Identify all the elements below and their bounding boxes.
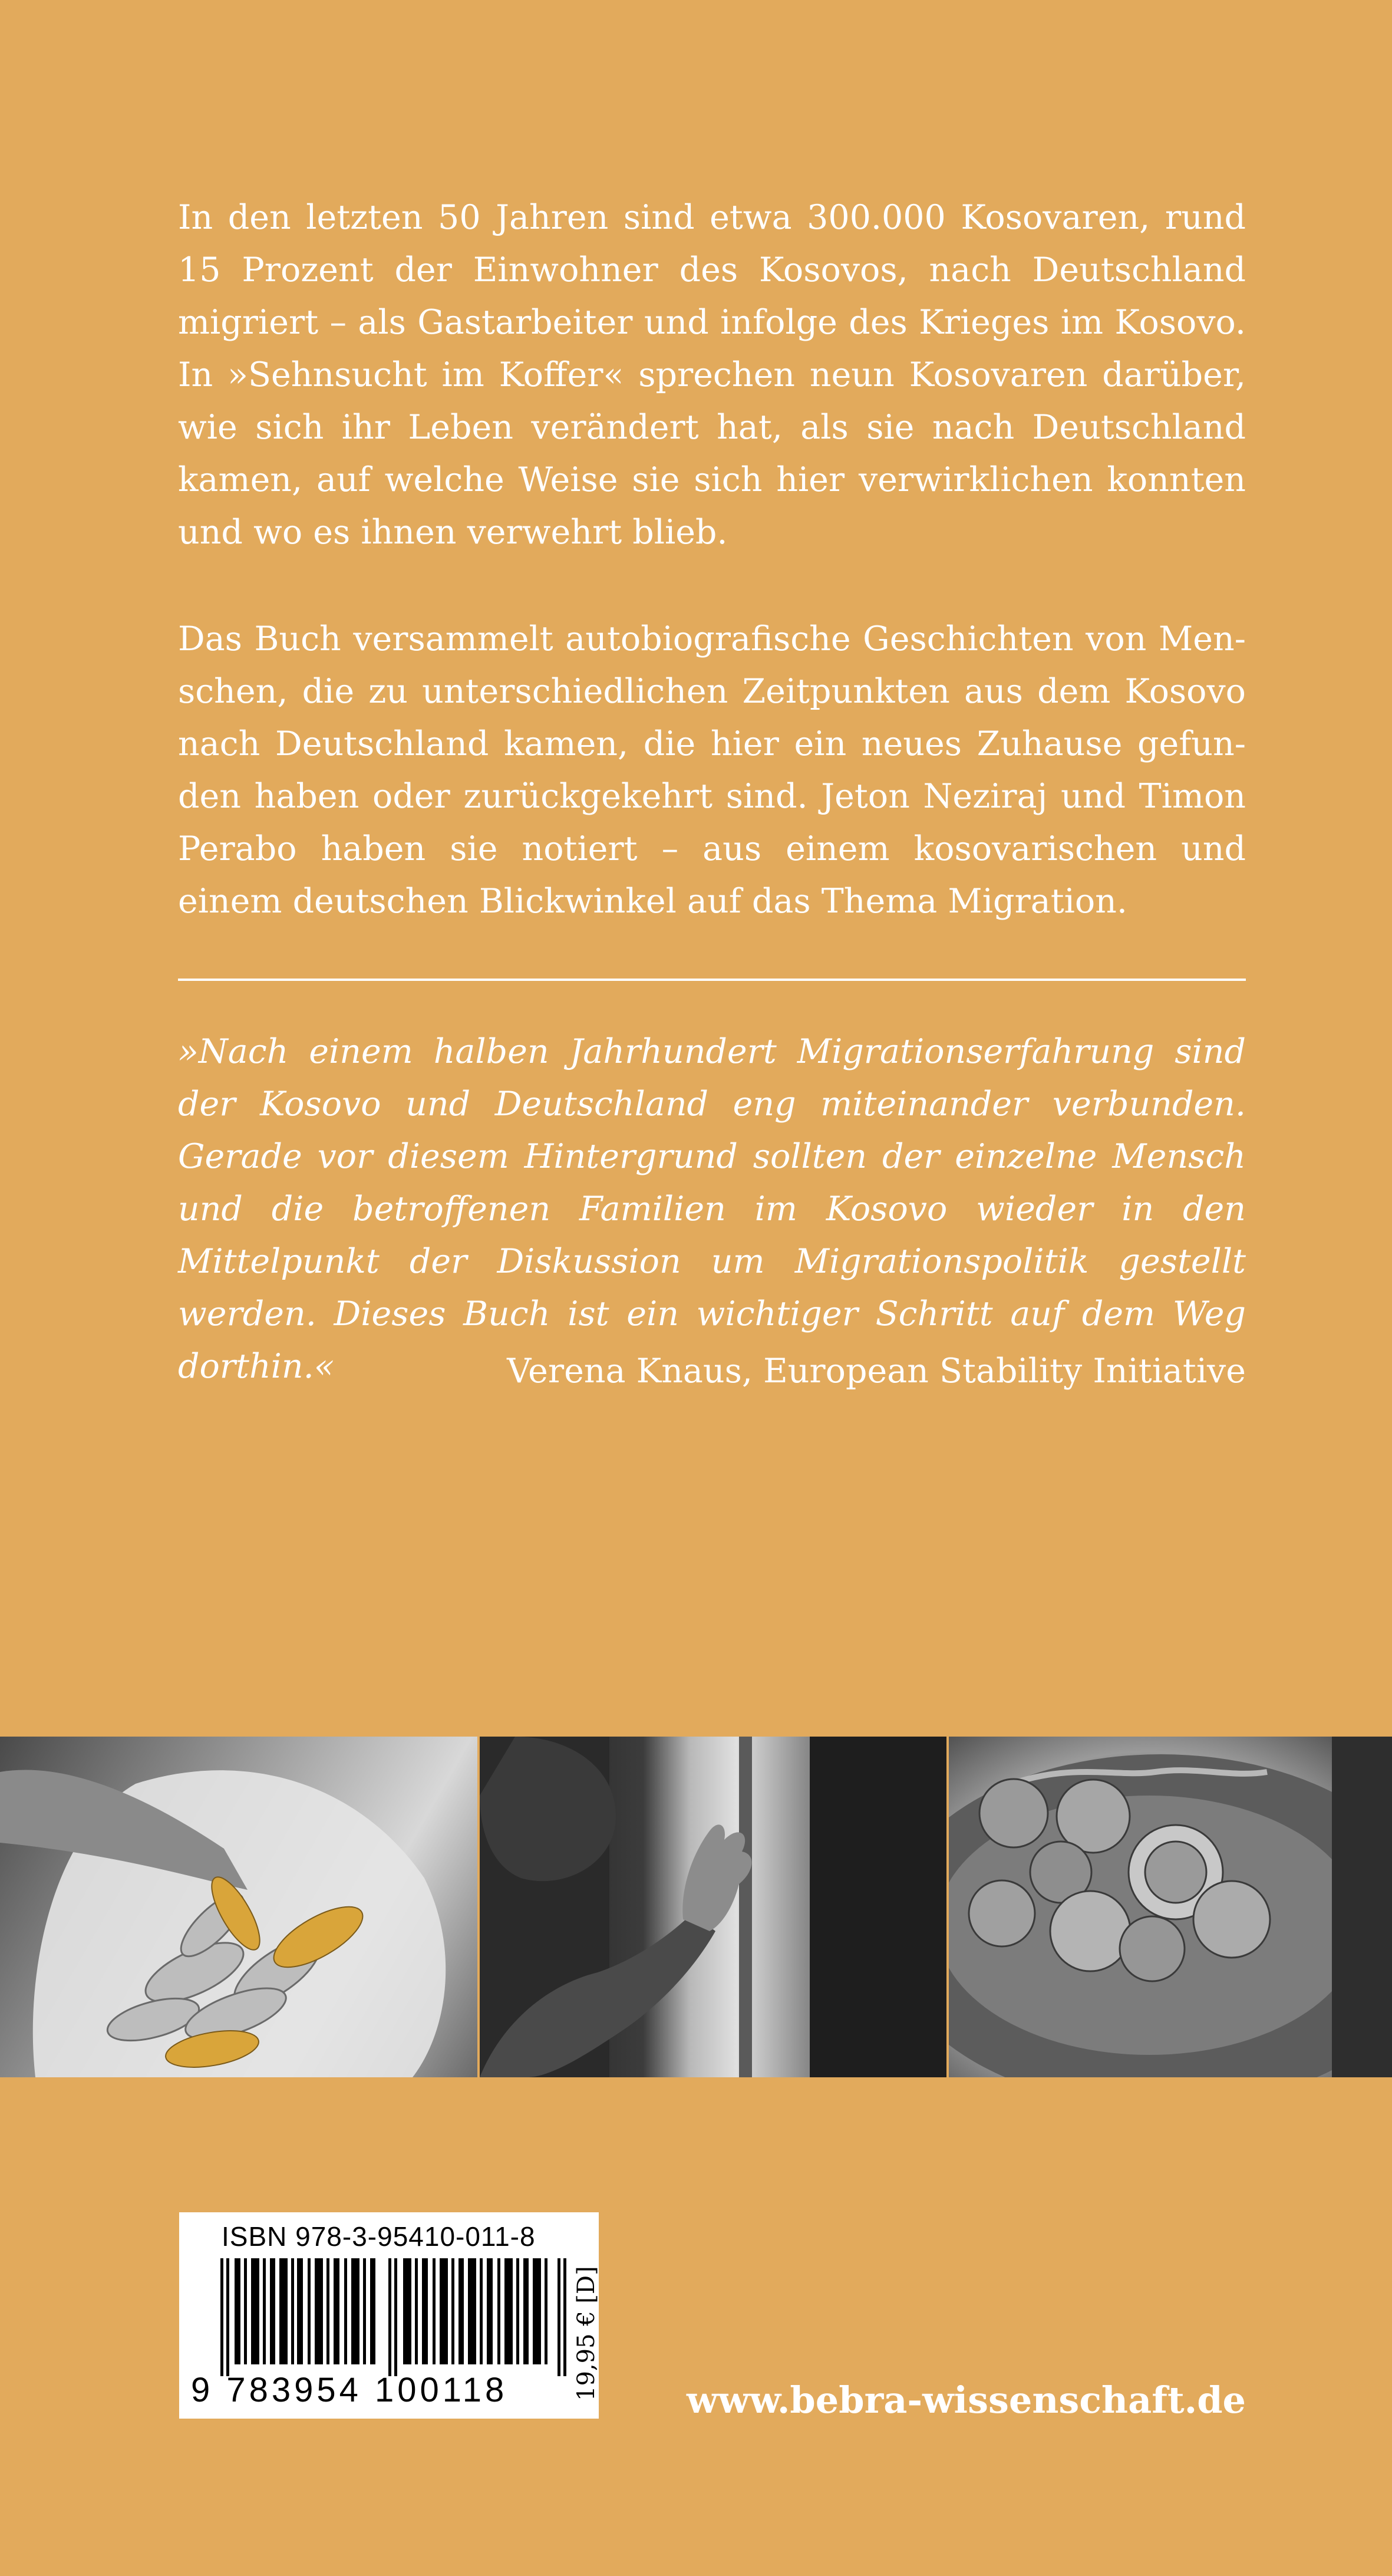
quote-attribution: Verena Knaus, European Stability Initiative	[507, 1352, 1246, 1391]
photo-window-hand	[480, 1737, 946, 2077]
isbn-label: ISBN 978-3-95410-011-8	[222, 2221, 536, 2252]
publisher-website: www.bebra-wissenschaft.de	[686, 2379, 1246, 2422]
barcode-bars	[220, 2258, 568, 2376]
photo-corn-sack	[0, 1737, 477, 2077]
divider-line	[178, 979, 1246, 981]
quote-text: »Nach einem halben Jahrhundert Migrationserfahrung sind der Kosovo und Deutschland eng miteinander verbunden. Gerade vor diesem Hintergrund sollten der einzelne Mensch und die betroffenen Familien im Kosovo wieder in den Mittelpunkt der Diskussion um Migrationspolitik gestellt werden. Dieses Buch ist ein wichtiger Schritt auf dem Weg dorthin.«	[178, 1032, 1246, 1386]
price-label: 19,95 € [D]	[573, 2266, 600, 2401]
blurb-paragraph-2: Das Buch versammelt autobiografische Geschichten von Menschen, die zu unterschiedlichen Zeitpunkten aus dem Kosovo nach Deutschland kamen, die hier ein neues Zuhause gefunden haben oder zurückgekehrt sind. Jeton Neziraj und Timon Perabo haben sie notiert – aus einem kosovarischen und einem deutschen Blickwinkel auf das Thema Migration.	[178, 620, 1246, 921]
photo-coins-plate	[949, 1737, 1392, 2077]
photo-strip	[0, 1737, 1392, 2077]
blurb-paragraph-1: In den letzten 50 Jahren sind etwa 300.000 Kosovaren, rund 15 Prozent der Einwohner des Kosovos, nach Deutschland migriert – als Gastarbeiter und infolge des Krieges im Kosovo. In »Sehnsucht im Koffer« sprechen neun Kosovaren darüber, wie sich ihr Leben verändert hat, als sie nach Deutschland kamen, auf welche Weise sie sich hier verwirklichen konnten und wo es ihnen verwehrt blieb.	[178, 198, 1246, 552]
barcode-box	[179, 2212, 599, 2419]
barcode-digits: 9 783954 100118	[191, 2371, 508, 2409]
